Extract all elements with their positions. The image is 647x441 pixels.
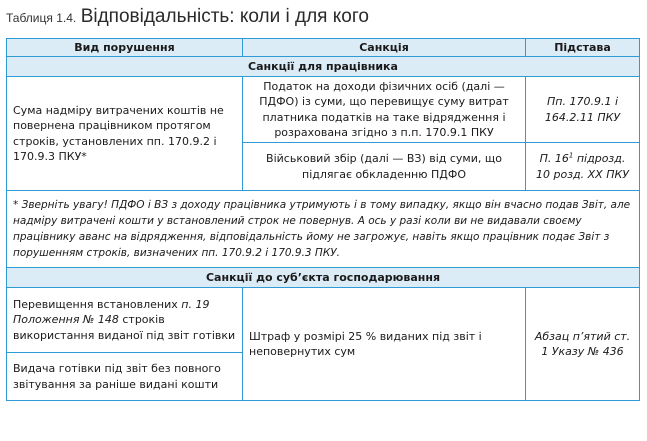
violation-cell: Сума надміру витрачених коштів не повернена працівником протягом строків, установлених пп. 170.9.2 і 170.9.3 ПКУ* — [7, 77, 243, 191]
violation-cell: Видача готівки під звіт без повного звітування за раніше видані кошти — [7, 353, 243, 401]
sanction-cell: Військовий збір (далі — ВЗ) від суми, що підлягає обкладенню ПДФО — [243, 143, 526, 191]
basis-cell: Пп. 170.9.1 і 164.2.11 ПКУ — [526, 77, 640, 143]
note-row — [7, 191, 640, 268]
violation-cell — [7, 288, 243, 353]
sanction-cell: Штраф у розмірі 25 % виданих під звіт і неповернутих сум — [243, 288, 526, 401]
header-sanction: Санкція — [243, 39, 526, 57]
header-basis: Підстава — [526, 39, 640, 57]
table-row — [7, 288, 640, 353]
basis-text: підрозд. 10 розд. ХХ ПКУ — [535, 152, 629, 181]
section-row — [7, 268, 640, 288]
table-caption — [6, 4, 369, 30]
basis-cell: Абзац п’ятий ст. 1 Указу № 436 — [526, 288, 640, 401]
table-row — [7, 77, 640, 143]
section-row — [7, 57, 640, 77]
responsibility-table — [6, 38, 640, 401]
sanction-cell: Податок на доходи фізичних осіб (далі — ПДФО) із суми, що перевищує суму витрат платника податків на таке відрядження і розрахована згідно з п.п. 170.9.1 ПКУ — [243, 77, 526, 143]
section-title-entity: Санкції до суб’єкта господарювання — [7, 268, 640, 288]
caption-title: Відповідальність: коли і для кого — [80, 6, 369, 27]
violation-reference: п. 19 Положення № 148 — [13, 297, 210, 327]
section-title-employee: Санкції для працівника — [7, 57, 640, 77]
caption-number: Таблиця 1.4. — [6, 11, 77, 25]
basis-text: П. 16 — [539, 152, 569, 165]
violation-text: Перевищення встановлених — [13, 297, 182, 311]
note-text: * Зверніть увагу! ПДФО і ВЗ з доходу працівника утримують і в тому випадку, якщо він вчасно подав Звіт, але надміру витрачені кошти у встановлений строк не повернув. А ось у разі коли ви не видавали своєму працівнику аванс на відрядження, відповідальність йому не загрожує, навіть якщо працівник подає Звіт з порушенням строків, визначених пп. 170.9.2 і 170.9.3 ПКУ. — [7, 191, 640, 268]
violation-text: строків використання виданої під звіт готівки — [13, 313, 236, 342]
basis-superscript: 1 — [568, 151, 574, 160]
header-violation: Вид порушення — [7, 39, 243, 57]
table-header-row — [7, 39, 640, 57]
basis-cell — [526, 143, 640, 191]
